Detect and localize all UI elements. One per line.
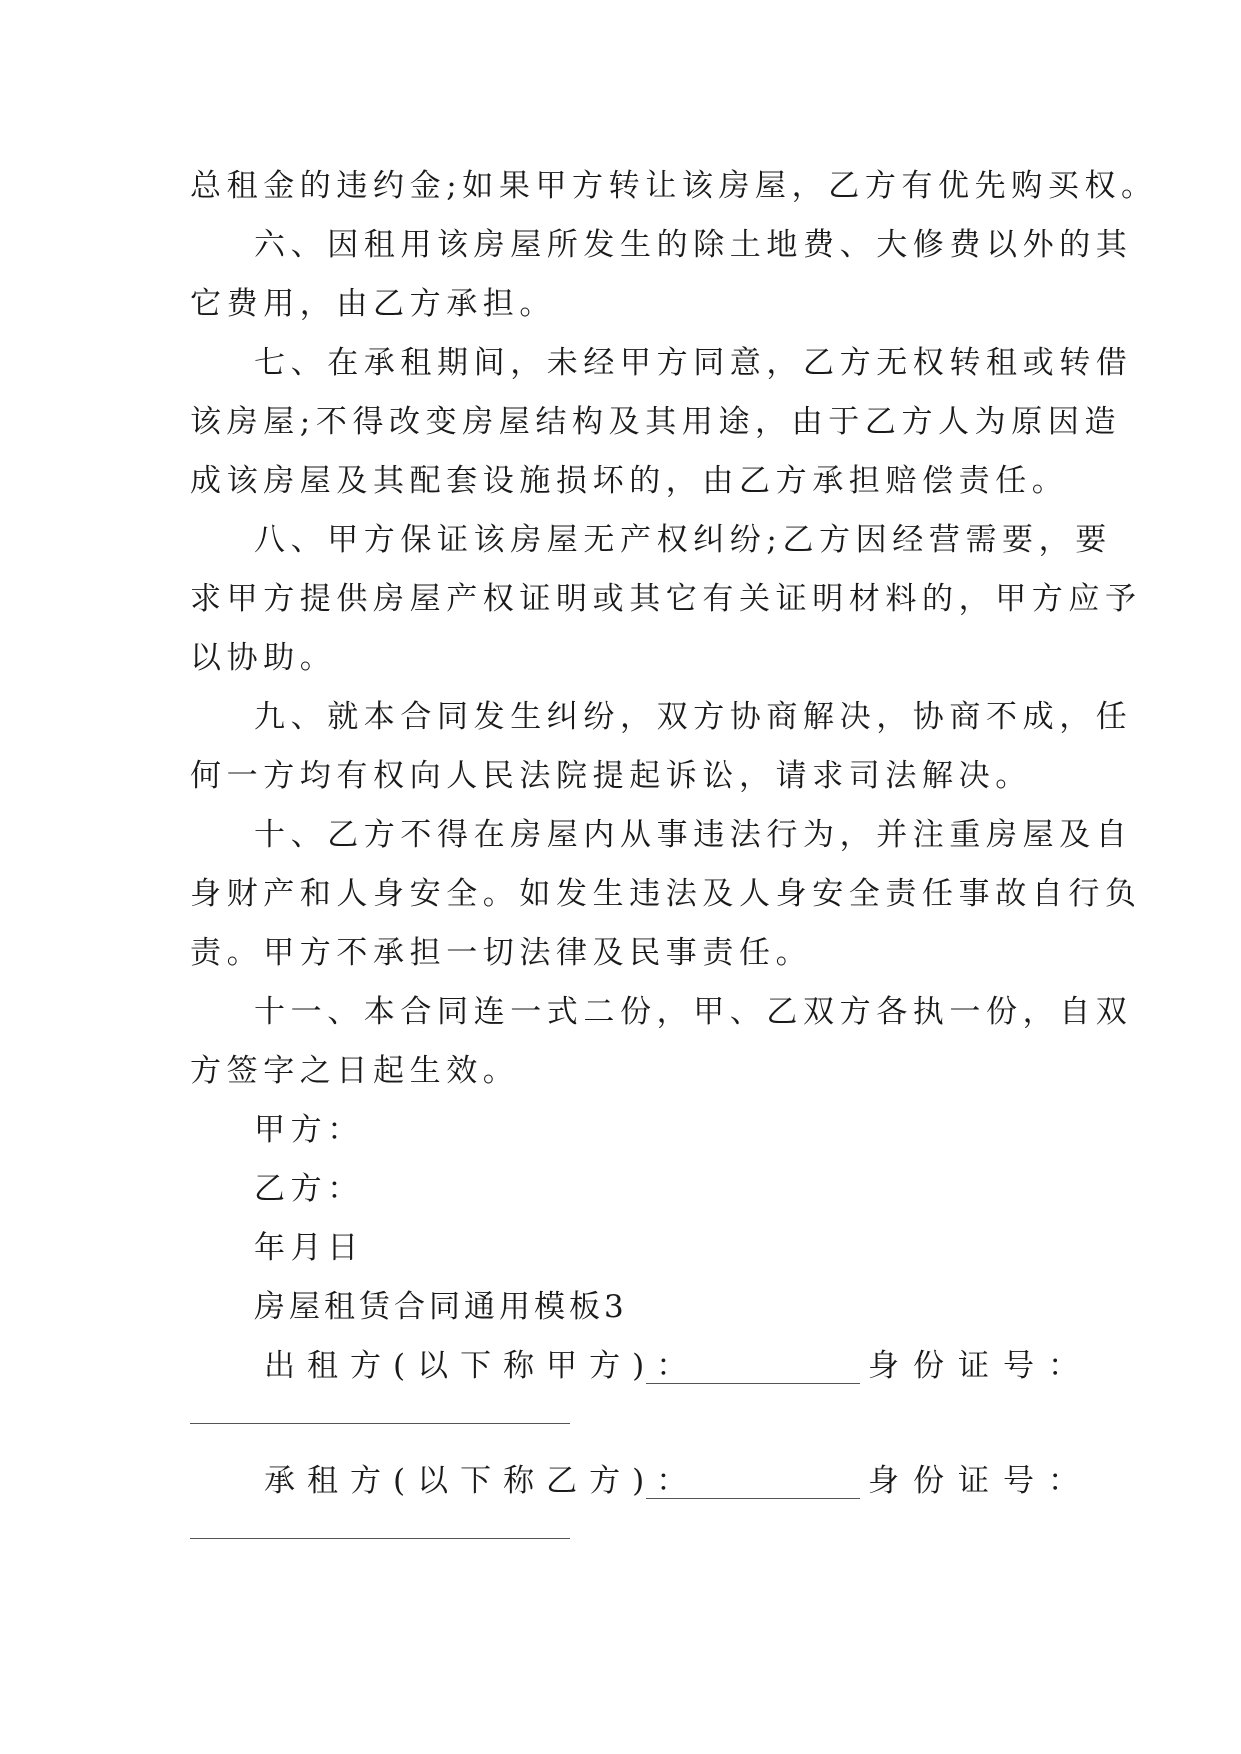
lessee-id-blank[interactable] — [190, 1538, 570, 1539]
text-line-16: 方签字之日起生效。 — [190, 1053, 520, 1089]
lessee-label: 承租方(以下称乙方)： — [264, 1463, 700, 1499]
text-line-13: 身财产和人身安全。如发生违法及人身安全责任事故自行负 — [190, 876, 1142, 912]
text-line-4: 七、在承租期间，未经甲方同意，乙方无权转租或转借 — [254, 345, 1133, 381]
lessor-id-label: 身份证号： — [868, 1348, 1093, 1384]
text-line-9: 以协助。 — [190, 640, 337, 676]
text-line-2: 六、因租用该房屋所发生的除土地费、大修费以外的其 — [254, 227, 1133, 263]
text-line-7: 八、甲方保证该房屋无产权纠纷;乙方因经营需要，要 — [254, 522, 1112, 558]
text-line-10: 九、就本合同发生纠纷，双方协商解决，协商不成，任 — [254, 699, 1133, 735]
signature-date: 年月日 — [254, 1230, 364, 1266]
text-line-5: 该房屋;不得改变房屋结构及其用途，由于乙方人为原因造 — [190, 404, 1122, 440]
text-line-14: 责。甲方不承担一切法律及民事责任。 — [190, 935, 813, 971]
text-line-11: 何一方均有权向人民法院提起诉讼，请求司法解决。 — [190, 758, 1032, 794]
lessor-id-blank[interactable] — [190, 1423, 570, 1424]
party-a-signature: 甲方： — [254, 1112, 364, 1148]
lessee-name-blank[interactable] — [646, 1498, 860, 1499]
text-line-3: 它费用，由乙方承担。 — [190, 286, 556, 322]
text-line-12: 十、乙方不得在房屋内从事违法行为，并注重房屋及自 — [254, 817, 1133, 853]
text-line-15: 十一、本合同连一式二份，甲、乙双方各执一份，自双 — [254, 994, 1133, 1030]
lessor-label: 出租方(以下称甲方)： — [264, 1348, 700, 1384]
text-line-6: 成该房屋及其配套设施损坏的，由乙方承担赔偿责任。 — [190, 463, 1069, 499]
text-line-8: 求甲方提供房屋产权证明或其它有关证明材料的，甲方应予 — [190, 581, 1142, 617]
text-line-1: 总租金的违约金;如果甲方转让该房屋，乙方有优先购买权。 — [190, 168, 1158, 204]
lessee-id-label: 身份证号： — [868, 1463, 1093, 1499]
template-title: 房屋租赁合同通用模板3 — [254, 1289, 628, 1325]
lessor-name-blank[interactable] — [646, 1383, 860, 1384]
party-b-signature: 乙方： — [254, 1171, 364, 1207]
